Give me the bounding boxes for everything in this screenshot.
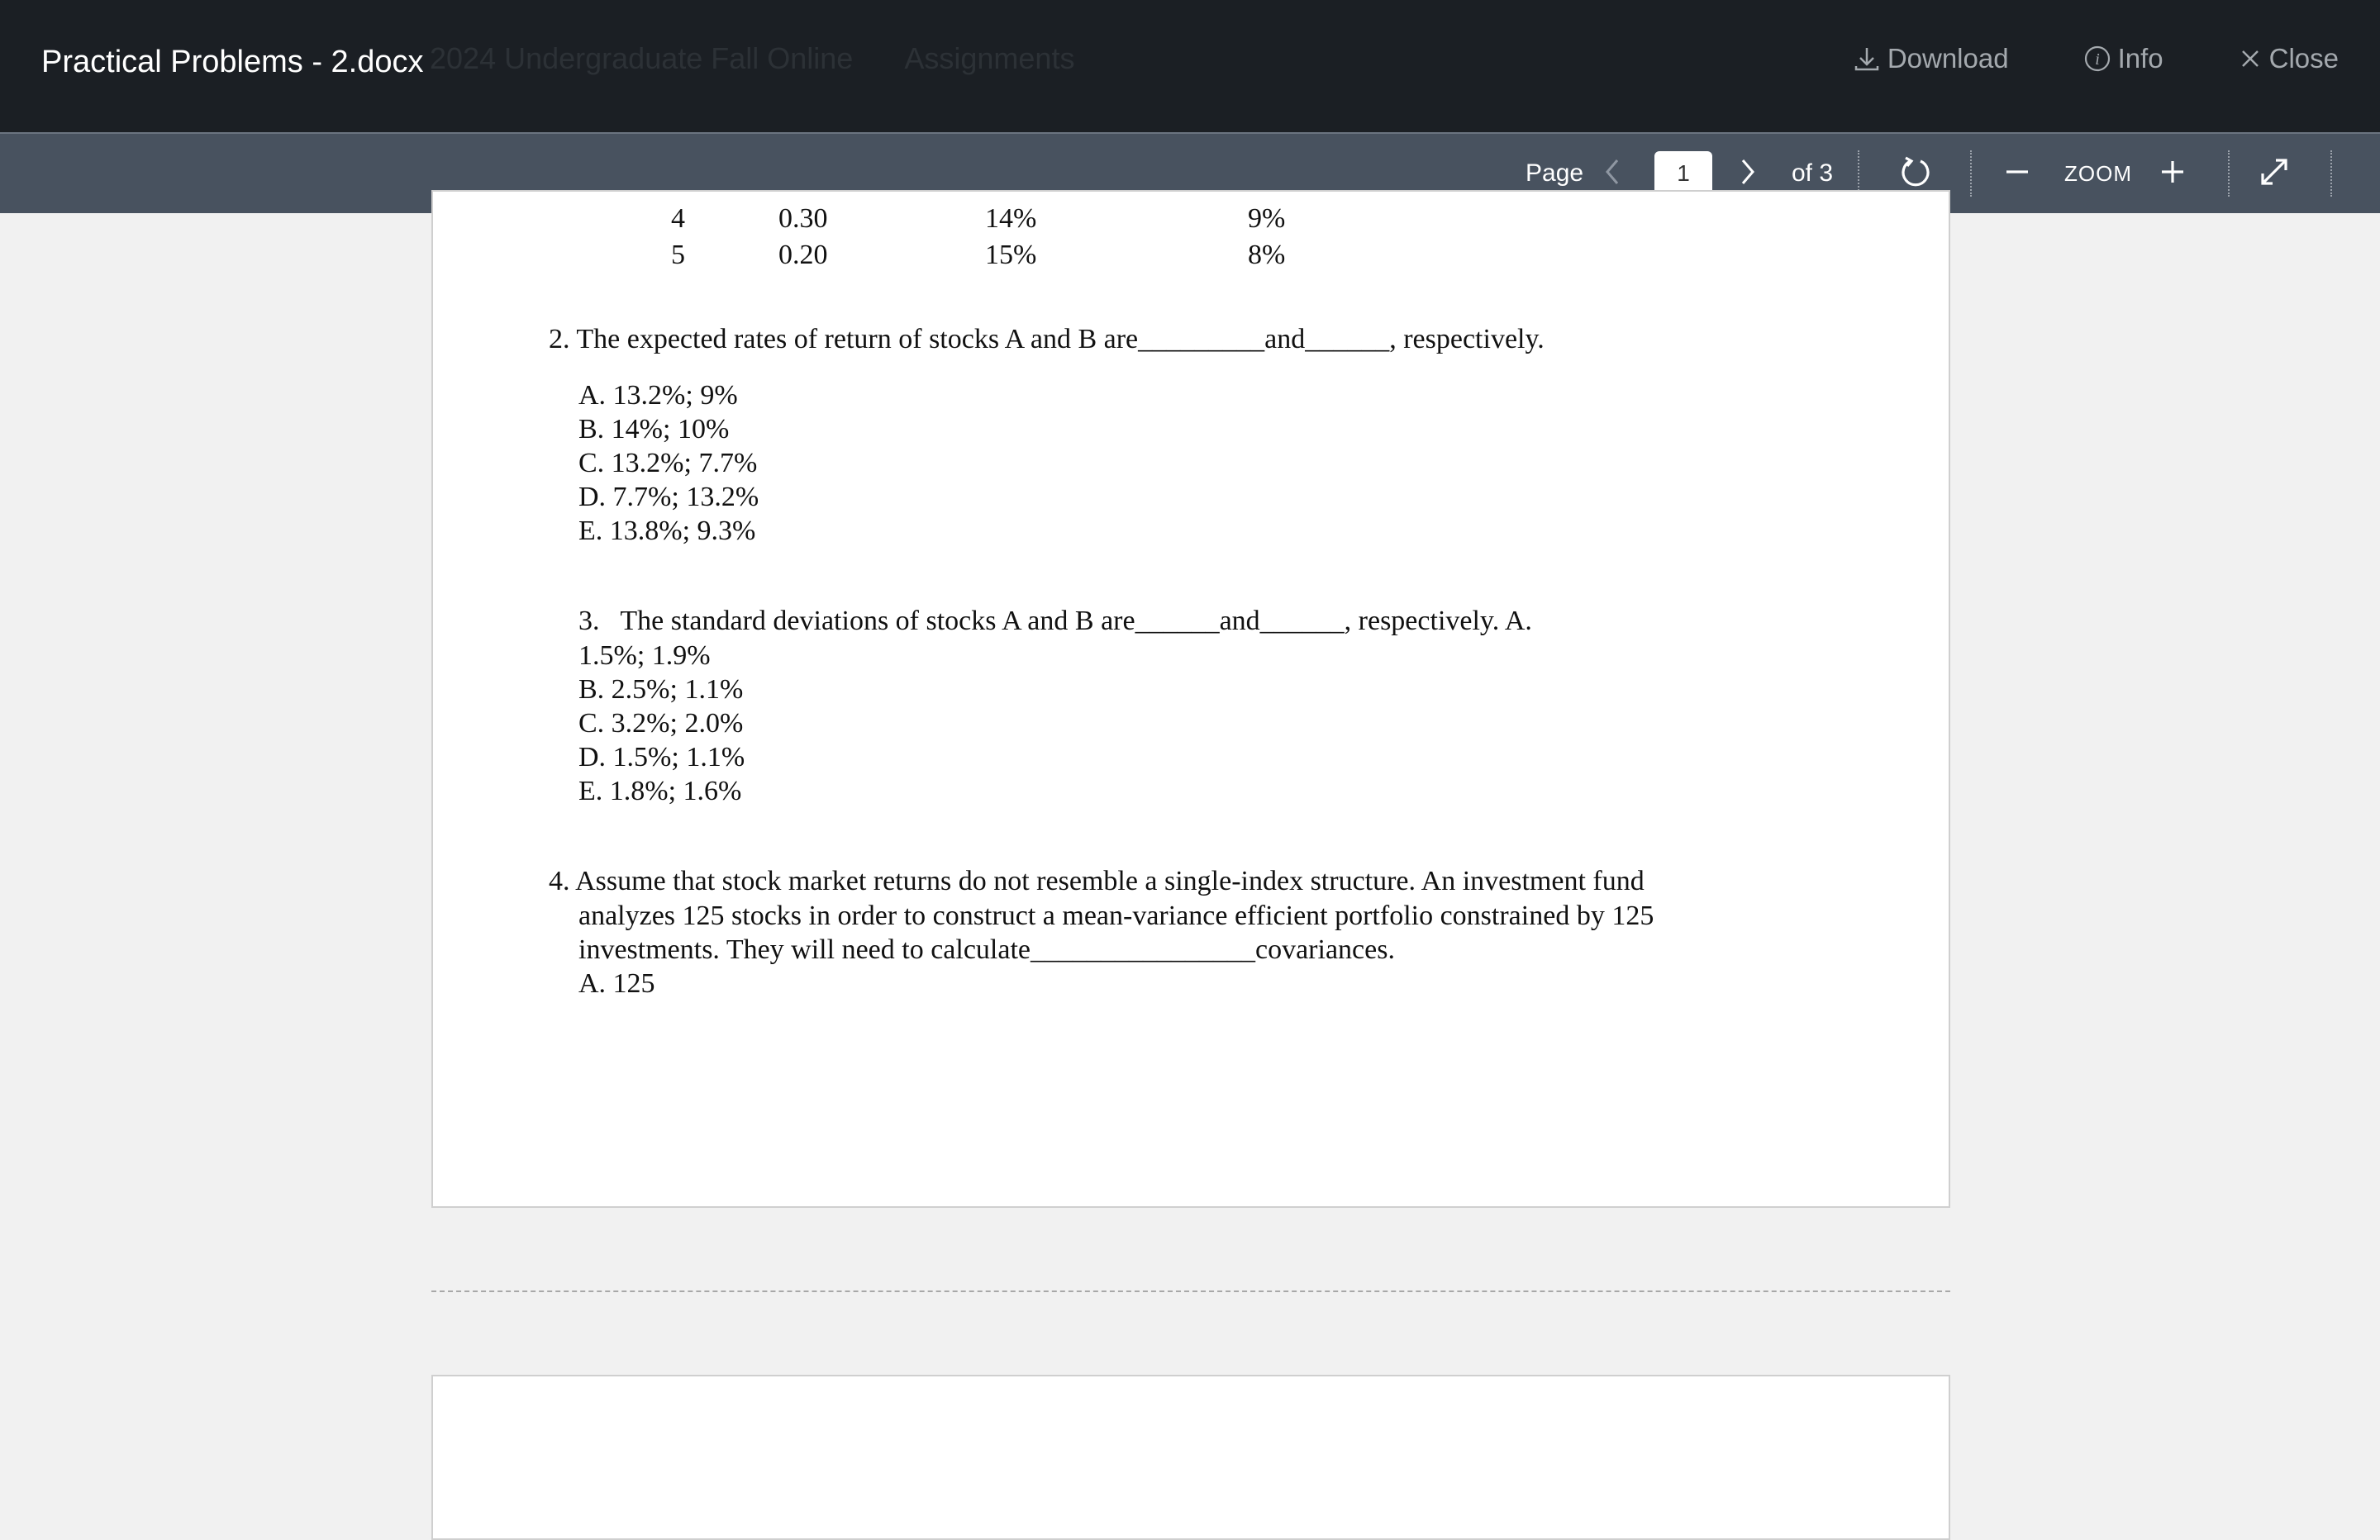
- table-cell: 15%: [985, 240, 1037, 270]
- svg-text:i: i: [2094, 50, 2100, 69]
- toolbar-separator: [1970, 150, 1972, 197]
- answer-option: E. 1.8%; 1.6%: [578, 776, 742, 806]
- table-cell: 8%: [1248, 240, 1286, 270]
- info-button[interactable]: [2083, 43, 2163, 74]
- answer-option: E. 13.8%; 9.3%: [578, 516, 756, 546]
- download-icon: [1853, 45, 1881, 73]
- background-breadcrumb: [430, 41, 1119, 76]
- document-title: Practical Problems - 2.docx: [41, 45, 424, 79]
- zoom-in-button[interactable]: [2159, 134, 2187, 213]
- answer-option: A. 13.2%; 9%: [578, 380, 738, 411]
- table-cell: 5: [671, 240, 685, 270]
- toolbar-separator: [2228, 150, 2230, 197]
- page-count-label: of 3: [1792, 159, 1834, 187]
- minus-icon: [2003, 158, 2031, 190]
- table-cell: 0.20: [778, 240, 828, 270]
- breadcrumb-course: 2024 Undergraduate Fall Online: [430, 41, 854, 75]
- viewer-header: [0, 0, 2380, 132]
- breadcrumb-assignments: Assignments: [904, 41, 1075, 75]
- question-4-text-continued: analyzes 125 stocks in order to construct a mean-variance efficient portfolio constrained by 125: [578, 901, 1654, 931]
- question-3-text: 3. The standard deviations of stocks A and B are______and______, respectively. A.: [578, 606, 1532, 636]
- answer-option: A. 125: [578, 968, 655, 999]
- close-label: Close: [2268, 43, 2339, 74]
- header-actions: [1853, 43, 2339, 74]
- answer-option: D. 7.7%; 13.2%: [578, 482, 759, 512]
- plus-icon: [2159, 158, 2187, 190]
- close-icon: [2238, 46, 2263, 71]
- table-cell: 14%: [985, 203, 1037, 234]
- download-label: Download: [1887, 43, 2009, 74]
- toolbar-separator: [2330, 150, 2332, 197]
- table-cell: 0.30: [778, 203, 828, 234]
- table-cell: 4: [671, 203, 685, 234]
- question-4-text-continued: investments. They will need to calculate________________covariances.: [578, 934, 1395, 965]
- close-button[interactable]: [2238, 43, 2339, 74]
- chevron-right-icon: [1735, 155, 1760, 192]
- document-page-2: [431, 1375, 1950, 1540]
- page-break: [431, 1290, 1950, 1292]
- chevron-left-icon: [1600, 155, 1625, 192]
- answer-option: 1.5%; 1.9%: [578, 640, 711, 671]
- rotate-icon: [1897, 154, 1934, 194]
- page-number-input[interactable]: [1654, 151, 1712, 196]
- expand-icon: [2258, 155, 2291, 192]
- page-label: Page: [1526, 159, 1584, 187]
- info-icon: [2083, 45, 2111, 73]
- fullscreen-button[interactable]: [2258, 134, 2291, 213]
- info-label: Info: [2117, 43, 2163, 74]
- table-cell: 9%: [1248, 203, 1286, 234]
- answer-option: B. 14%; 10%: [578, 414, 730, 444]
- answer-option: D. 1.5%; 1.1%: [578, 742, 745, 772]
- zoom-out-button[interactable]: [2003, 134, 2031, 213]
- question-4-text: 4. Assume that stock market returns do not resemble a single-index structure. An investment fund: [549, 866, 1645, 896]
- answer-option: C. 13.2%; 7.7%: [578, 448, 758, 478]
- download-button[interactable]: [1853, 43, 2009, 74]
- answer-option: C. 3.2%; 2.0%: [578, 708, 744, 739]
- question-2-text: 2. The expected rates of return of stocks A and B are_________and______, respectively.: [549, 324, 1545, 354]
- zoom-label: ZOOM: [2064, 160, 2132, 186]
- answer-option: B. 2.5%; 1.1%: [578, 674, 744, 705]
